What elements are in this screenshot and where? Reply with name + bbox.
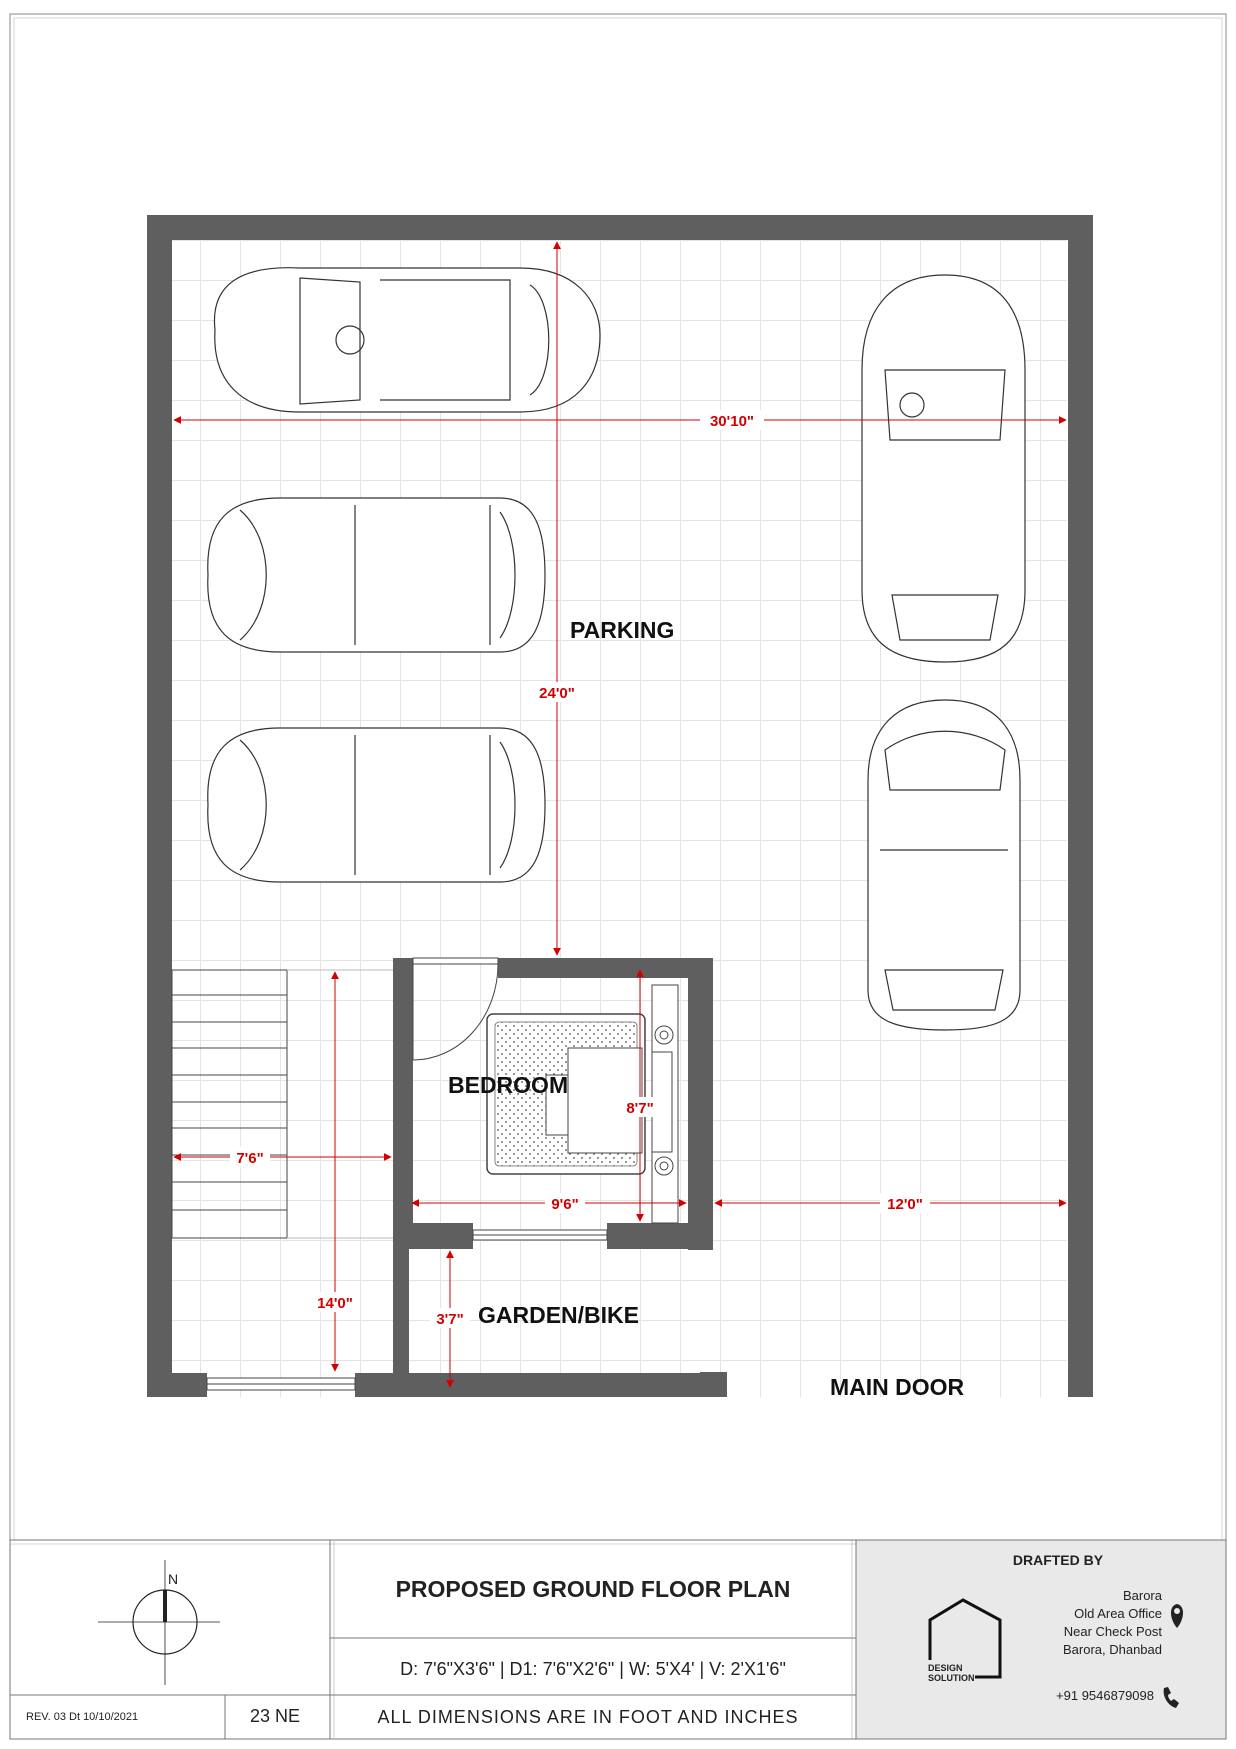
address-line-4: Barora, Dhanbad [1062,1642,1162,1657]
logo-line-1: DESIGN [928,1663,963,1673]
logo-line-2: SOLUTION [928,1673,975,1683]
dim-bedroom-width: 9'6" [551,1196,579,1213]
dim-stair-width: 7'6" [236,1150,264,1167]
phone-number: +91 9546879098 [1056,1688,1154,1703]
room-label-garden: GARDEN/BIKE [478,1302,640,1328]
room-label-parking: PARKING [570,617,675,643]
dim-overall-width: 30'10" [709,413,755,430]
car-middle-left-2-icon [208,728,545,882]
address-line-2: Old Area Office [1074,1606,1162,1621]
address-line-1: Barora [1122,1588,1162,1603]
room-label-bedroom: BEDROOM [448,1072,569,1098]
revision-info: REV. 03 Dt 10/10/2021 [26,1711,139,1723]
drafted-by-label: DRAFTED BY [1012,1552,1104,1568]
car-middle-left-1-icon [208,498,545,652]
plot-info: 23 NE [250,1706,301,1726]
opening-schedule: D: 7'6"X3'6" | D1: 7'6"X2'6" | W: 5'X4' | V: 2'X1'6" [400,1659,786,1679]
dim-side-width: 12'0" [887,1196,923,1213]
drawing-title: PROPOSED GROUND FLOOR PLAN [395,1576,791,1602]
car-top-left-icon [214,268,600,412]
dim-bedroom-depth: 8'7" [626,1100,654,1117]
north-label: N [168,1571,179,1587]
car-bottom-right-icon [868,700,1020,1030]
address-line-3: Near Check Post [1063,1624,1162,1639]
room-label-main-door: MAIN DOOR [830,1374,965,1400]
dim-parking-depth: 24'0" [539,685,575,702]
dim-garden-depth: 3'7" [436,1311,464,1328]
car-top-right-icon [862,275,1025,662]
dim-stair-depth: 14'0" [317,1295,353,1312]
dimension-note: ALL DIMENSIONS ARE IN FOOT AND INCHES [377,1707,799,1727]
